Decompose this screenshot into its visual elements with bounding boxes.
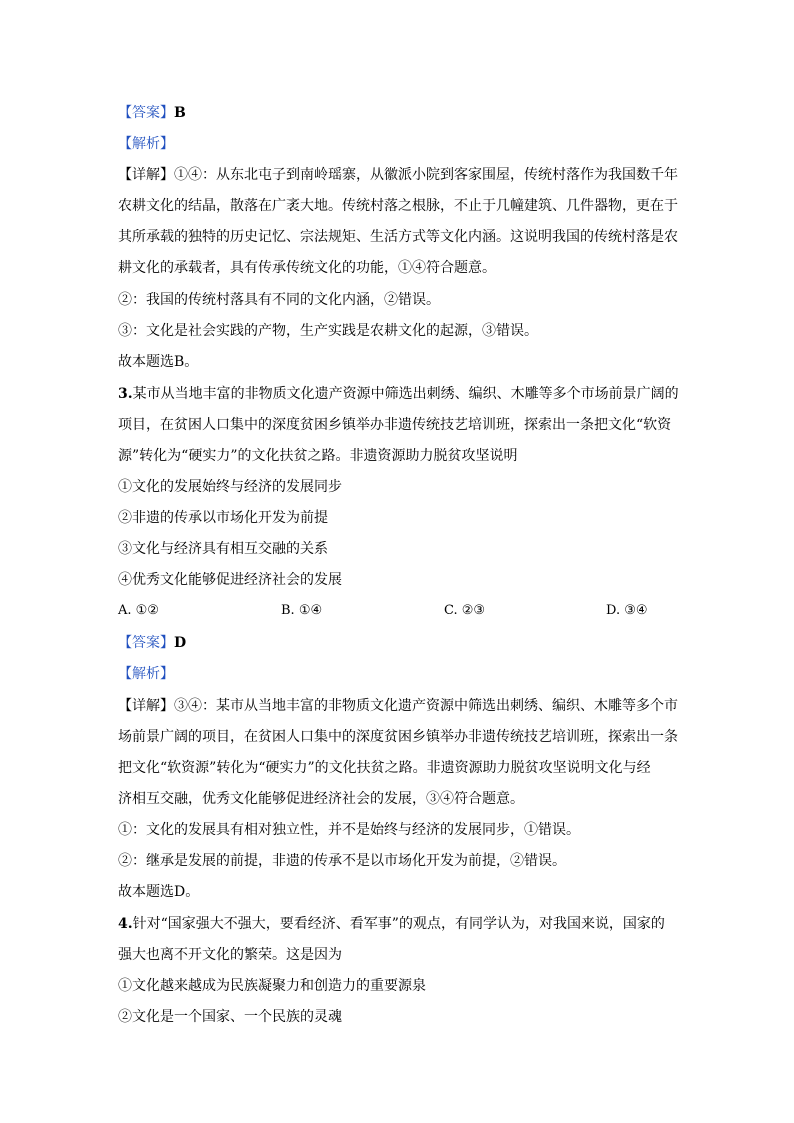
statement: ①文化的发展始终与经济的发展同步 <box>118 479 342 495</box>
question-stem: 项目，在贫困人口集中的深度贫困乡镇举办非遗传统技艺培训班，探索出一条把文化“软资 <box>118 417 672 433</box>
detail-line: 农耕文化的结晶，散落在广袤大地。传统村落之根脉，不止于几幢建筑、几件器物，更在于 <box>118 198 678 214</box>
statement: ②文化是一个国家、一个民族的灵魂 <box>118 1009 342 1025</box>
analysis-tag: 【解析】 <box>118 666 174 682</box>
option-d: D. ③④ <box>606 603 648 618</box>
option-c: C. ②③ <box>444 603 486 618</box>
detail-tag: 【详解】 <box>118 167 174 183</box>
detail-line: 场前景广阔的项目，在贫困人口集中的深度贫困乡镇举办非遗传统技艺培训班，探索出一条 <box>118 729 678 745</box>
statement: ③文化与经济具有相互交融的关系 <box>118 541 328 557</box>
question-stem: 源”转化为“硬实力”的文化扶贫之路。非遗资源助力脱贫攻坚说明 <box>118 448 518 464</box>
explain-line: ②：继承是发展的前提，非遗的传承不是以市场化开发为前提，②错误。 <box>118 853 566 869</box>
detail-line: 【详解】①④：从东北屯子到南岭瑶寨，从徽派小院到客家围屋，传统村落作为我国数千年 <box>118 167 678 183</box>
explain-line: ③：文化是社会实践的产物，生产实践是农耕文化的起源，③错误。 <box>118 323 538 339</box>
answer-value: D <box>174 635 187 651</box>
question-stem: 4.针对“国家强大不强大，要看经济、看军事”的观点，有同学认为，对我国来说，国家的 <box>118 916 665 932</box>
statement: ①文化越来越成为民族凝聚力和创造力的重要源泉 <box>118 978 426 994</box>
statement: ④优秀文化能够促进经济社会的发展 <box>118 572 342 588</box>
answer-tag: 【答案】 <box>118 635 174 651</box>
question-stem: 强大也离不开文化的繁荣。这是因为 <box>118 947 342 963</box>
detail-line: 【详解】③④：某市从当地丰富的非物质文化遗产资源中筛选出刺绣、编织、木雕等多个市 <box>118 698 678 714</box>
question-number: 3. <box>118 386 133 402</box>
analysis-tag: 【解析】 <box>118 136 174 152</box>
explain-line: ②：我国的传统村落具有不同的文化内涵，②错误。 <box>118 292 440 308</box>
question-stem: 3.某市从当地丰富的非物质文化遗产资源中筛选出刺绣、编织、木雕等多个市场前景广阔的 <box>118 386 679 402</box>
detail-tag: 【详解】 <box>118 698 174 714</box>
detail-line: 其所承载的独特的历史记忆、宗法规矩、生活方式等文化内涵。这说明我国的传统村落是农 <box>118 229 678 245</box>
answer-line <box>118 104 688 122</box>
answer-line <box>118 634 688 652</box>
question-number: 4. <box>118 916 133 932</box>
detail-line: 把文化“软资源”转化为“硬实力”的文化扶贫之路。非遗资源助力脱贫攻坚说明文化与经 <box>118 760 651 776</box>
detail-line: 耕文化的承载者，具有传承传统文化的功能，①④符合题意。 <box>118 260 496 276</box>
conclusion-line: 故本题选D。 <box>118 884 200 900</box>
conclusion-line: 故本题选B。 <box>118 354 199 370</box>
option-a: A. ①② <box>118 603 159 618</box>
answer-value: B <box>174 105 186 121</box>
option-b: B. ①④ <box>281 603 323 618</box>
statement: ②非遗的传承以市场化开发为前提 <box>118 510 328 526</box>
detail-line: 济相互交融，优秀文化能够促进经济社会的发展，③④符合题意。 <box>118 791 524 807</box>
answer-tag: 【答案】 <box>118 105 174 121</box>
explain-line: ①：文化的发展具有相对独立性，并不是始终与经济的发展同步，①错误。 <box>118 822 580 838</box>
